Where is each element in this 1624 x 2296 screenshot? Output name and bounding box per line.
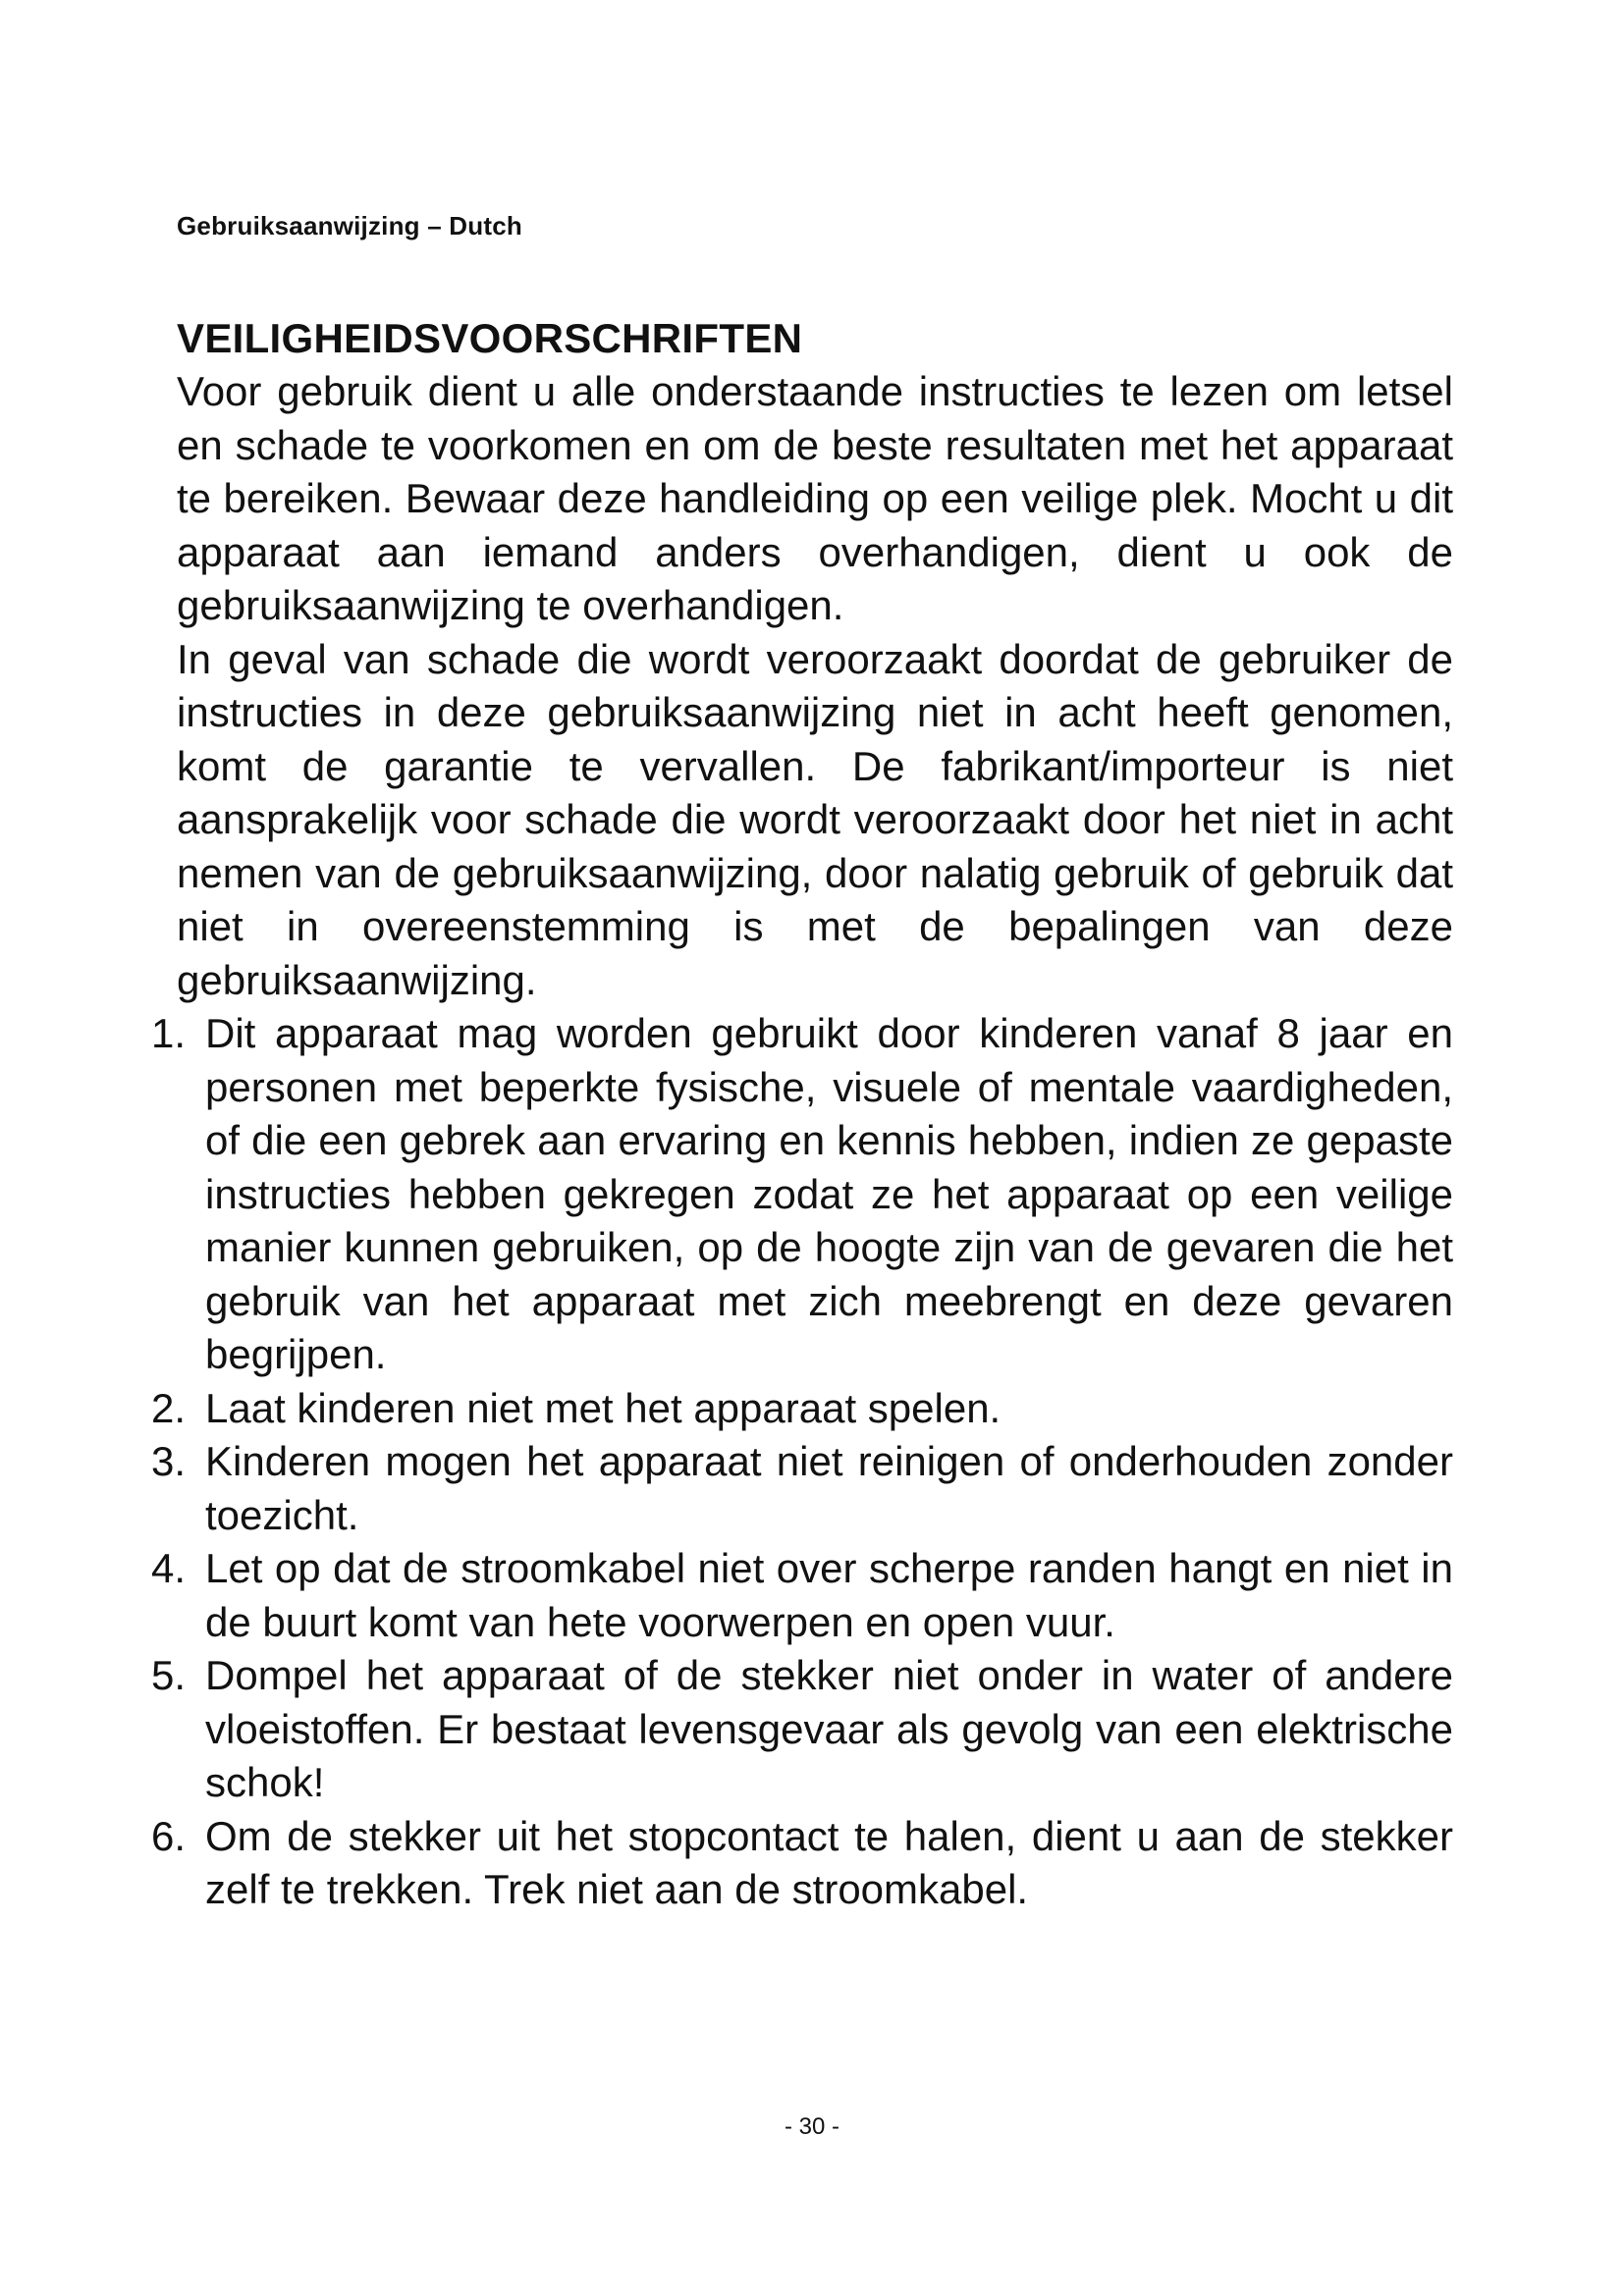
main-content <box>151 312 1453 1917</box>
list-item-number: 3. <box>151 1438 187 1484</box>
list-item <box>151 1810 1453 1917</box>
warranty-paragraph: In geval van schade die wordt veroorzaakt doordat de gebruiker de instructies in deze gebruiksaanwijzing niet in acht heeft genomen, komt de garantie te vervallen. De fabrikant/importeur is niet aansprakelijk voor schade die wordt veroorzaakt door het niet in acht nemen van de gebruiksaanwijzing, door nalatig gebruik of gebruik dat niet in overeenstemming is met de bepalingen van deze gebruiksaanwijzing. <box>177 635 1453 1003</box>
list-item-text: Laat kinderen niet met het apparaat spelen. <box>205 1384 1001 1431</box>
list-item <box>151 1382 1453 1436</box>
list-item-number: 5. <box>151 1652 187 1698</box>
list-item-number: 6. <box>151 1812 187 1859</box>
list-item-text: Dompel het apparaat of de stekker niet onder in water of andere vloeistoffen. Er bestaat levensgevaar als gevolg van een elektrische schok! <box>205 1652 1453 1805</box>
list-item <box>151 1649 1453 1810</box>
list-item-text: Om de stekker uit het stopcontact te halen, dient u aan de stekker zelf te trekken. Trek niet aan de stroomkabel. <box>205 1812 1453 1912</box>
page-number: - 30 - <box>784 2113 839 2140</box>
intro-paragraph: Voor gebruik dient u alle onderstaande instructies te lezen om letsel en schade te voorkomen en om de beste resultaten met het apparaat te bereiken. Bewaar deze handleiding op een veilige plek. Mocht u dit apparaat aan iemand anders overhandigen, dient u ook de gebruiksaanwijzing te overhandigen. <box>177 368 1453 628</box>
running-header: Gebruiksaanwijzing – Dutch <box>177 211 522 240</box>
list-item-number: 1. <box>151 1010 187 1056</box>
list-item <box>151 1542 1453 1649</box>
list-item-text: Let op dat de stroomkabel niet over scherpe randen hangt en niet in de buurt komt van hete voorwerpen en open vuur. <box>205 1545 1453 1645</box>
list-item-text: Kinderen mogen het apparaat niet reinigen of onderhouden zonder toezicht. <box>205 1438 1453 1538</box>
safety-instructions-list <box>151 1007 1453 1917</box>
list-item-text: Dit apparaat mag worden gebruikt door kinderen vanaf 8 jaar en personen met beperkte fysische, visuele of mentale vaardigheden, of die een gebrek aan ervaring en kennis hebben, indien ze gepaste instructies hebben gekregen zodat ze het apparaat op een veilige manier kunnen gebruiken, op de hoogte zijn van de gevaren die het gebruik van het apparaat met zich meebrengt en deze gevaren begrijpen. <box>205 1010 1453 1377</box>
list-item-number: 2. <box>151 1384 187 1431</box>
section-title: VEILIGHEIDSVOORSCHRIFTEN <box>177 315 803 361</box>
list-item-number: 4. <box>151 1545 187 1591</box>
list-item <box>151 1007 1453 1382</box>
list-item <box>151 1435 1453 1542</box>
